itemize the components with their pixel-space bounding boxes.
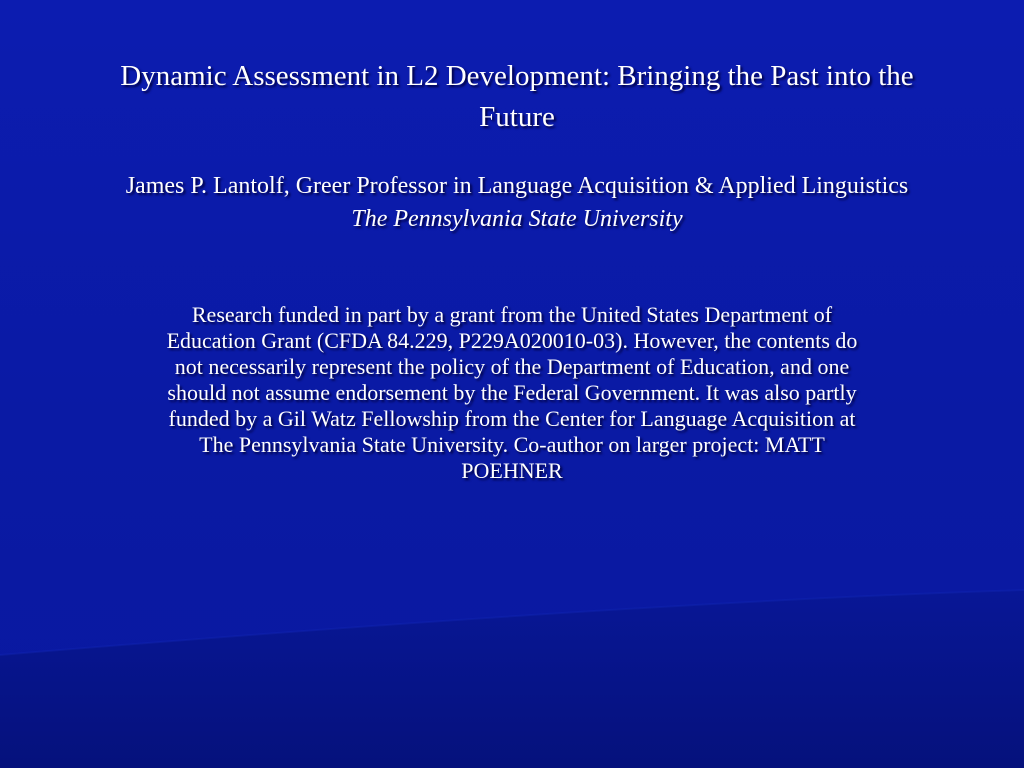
author-institution: The Pennsylvania State University	[351, 206, 683, 232]
author-name-and-position: James P. Lantolf, Greer Professor in Language Acquisition & Applied Linguistics	[125, 173, 909, 199]
slide-title: Dynamic Assessment in L2 Development: Bringing the Past into the Future	[120, 60, 914, 133]
author-line	[112, 170, 922, 236]
funding-acknowledgement: Research funded in part by a grant from the United States Department of Education Grant (CFDA 84.229, P229A020010-03). However, the contents do not necessarily represent the policy of the Department of Education, and one should not assume endorsement by the Federal Government. It was also partly funded by a Gil Watz Fellowship from the Center for Language Acquisition at The Pennsylvania State University. Co-author on larger project: MATT POEHNER	[166, 302, 858, 483]
